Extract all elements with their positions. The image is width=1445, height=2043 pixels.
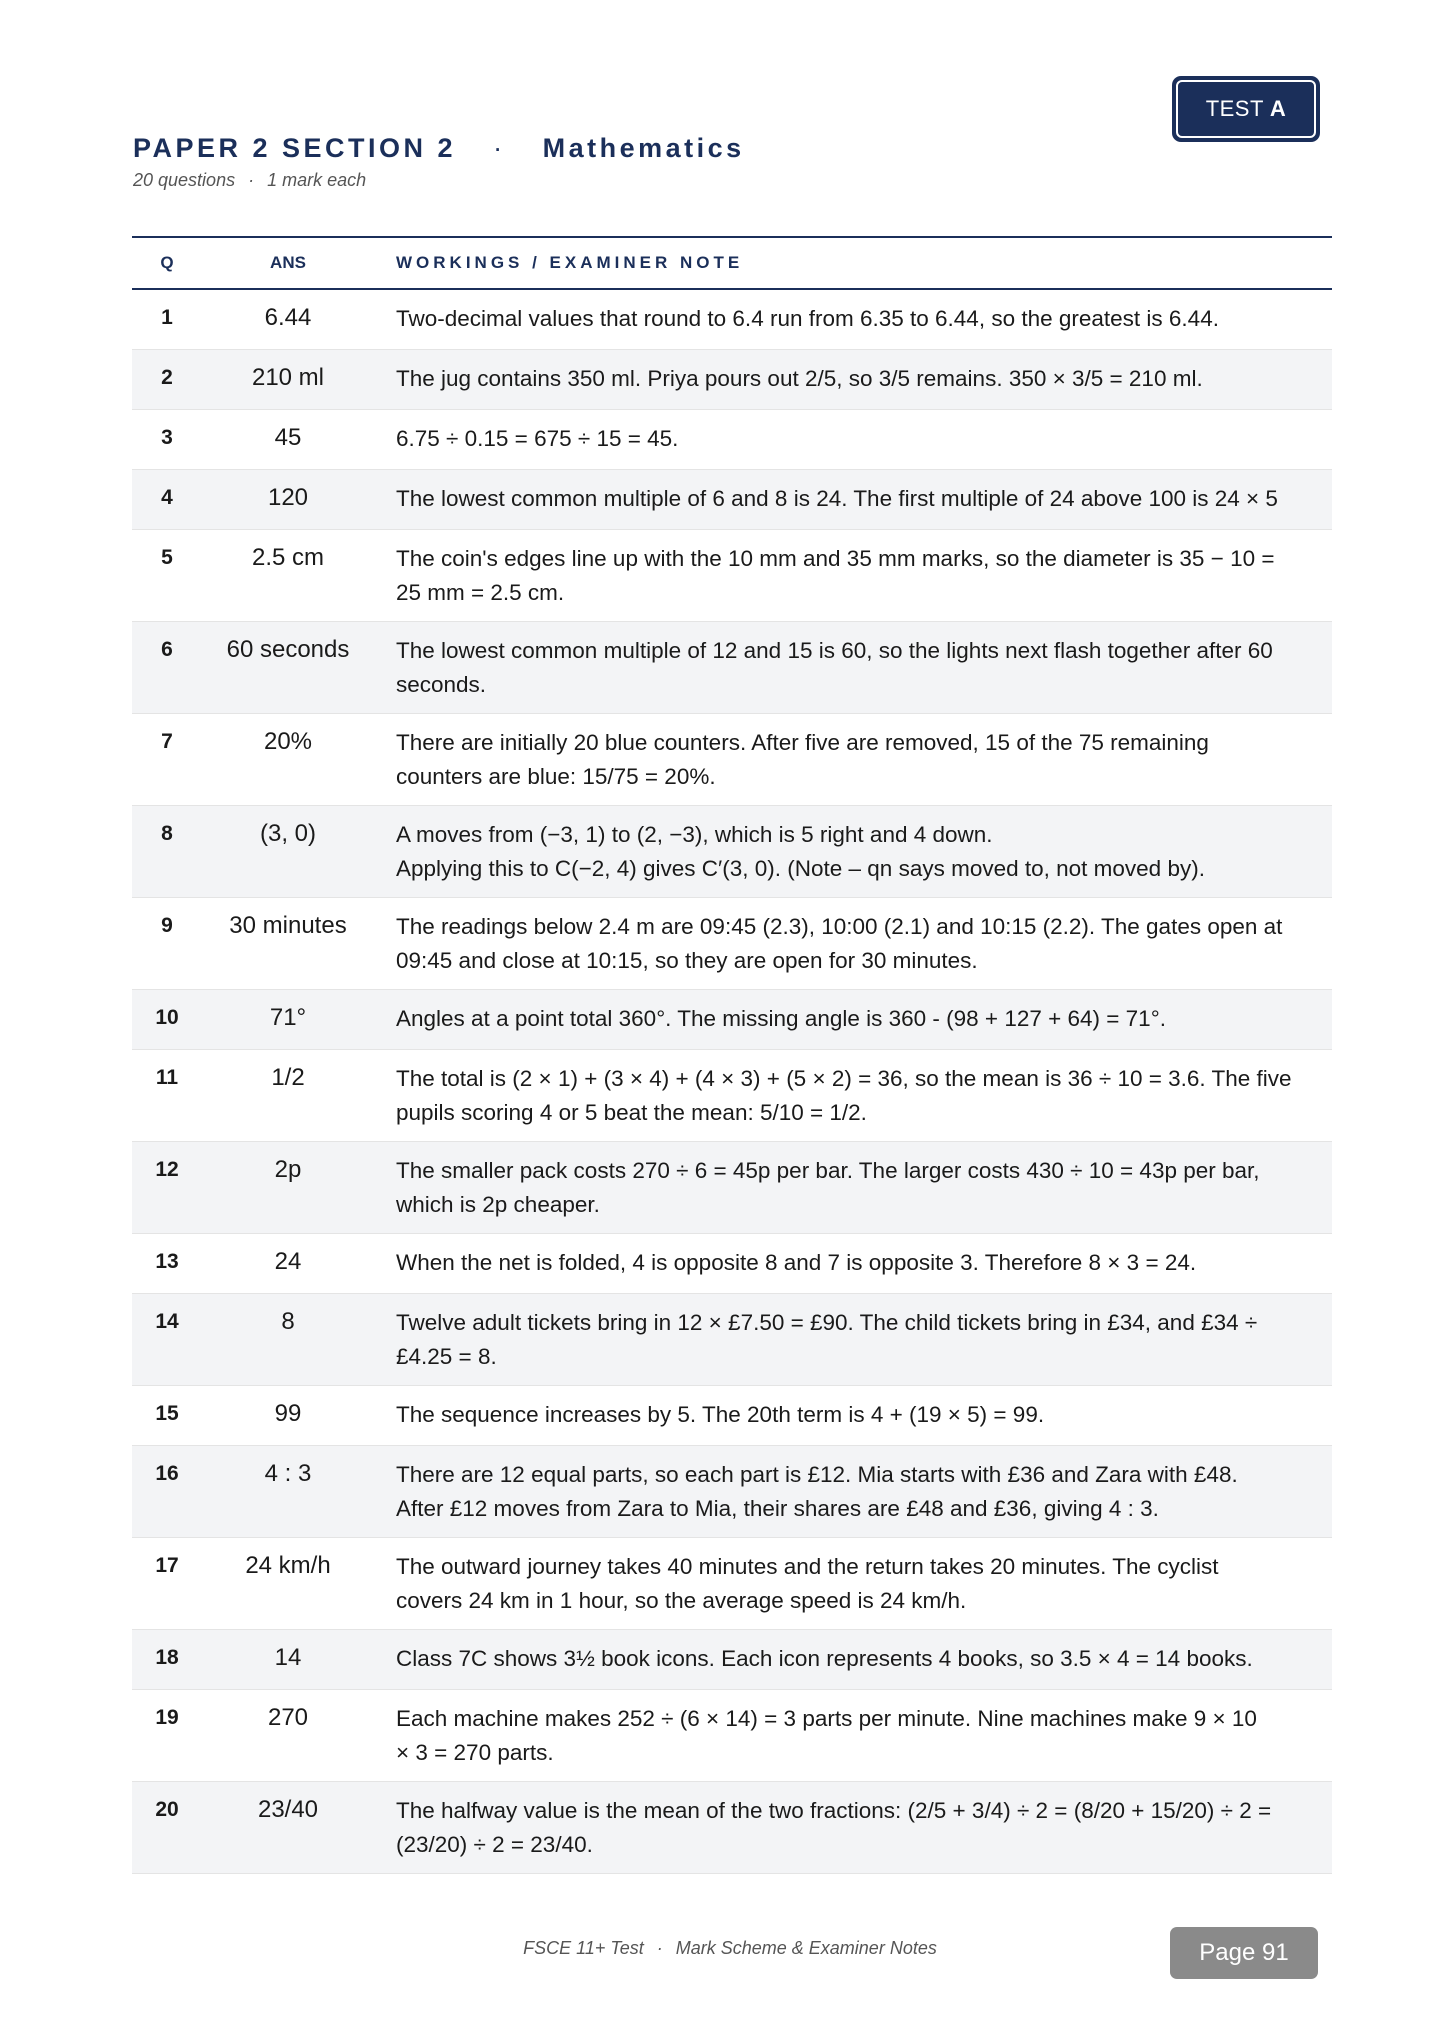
subtitle-separator: · [248,170,255,190]
question-number: 2 [161,366,173,389]
table-row [132,1142,1332,1234]
table-row [132,1446,1332,1538]
answer-cell: 270 [267,1704,309,1731]
table-row [132,1630,1332,1690]
answer-cell: 210 ml [251,364,325,391]
answer-cell: 6.44 [264,304,312,331]
question-number: 5 [161,546,173,569]
question-number: 9 [161,914,173,937]
mark-scheme-table [132,236,1332,1874]
table-row [132,290,1332,350]
table-row [132,1386,1332,1446]
table-body [132,290,1332,1874]
question-count: 20 questions [133,170,236,190]
section-title: PAPER 2 SECTION 2 [133,133,457,163]
question-number: 7 [161,730,173,753]
answer-cell: 30 minutes [229,912,347,939]
note-cell: Class 7C shows 3½ book icons. Each icon represents 4 books, so 3.5 × 4 = 14 books. [396,1646,1253,1671]
note-cell: The sequence increases by 5. The 20th term is 4 + (19 × 5) = 99. [396,1402,1045,1427]
column-header-note: WORKINGS / EXAMINER NOTE [396,253,744,272]
table-row [132,714,1332,806]
table-row [132,1294,1332,1386]
note-cell: The smaller pack costs 270 ÷ 6 = 45p per bar. The larger costs 430 ÷ 10 = 43p per bar, which is 2p cheaper. [396,1158,1260,1217]
table-row [132,622,1332,714]
answer-cell: 2p [274,1156,302,1183]
note-cell: There are 12 equal parts, so each part is £12. Mia starts with £36 and Zara with £48. After £12 moves from Zara to Mia, their shares are £48 and £36, giving 4 : 3. [396,1462,1238,1521]
note-cell: The jug contains 350 ml. Priya pours out 2/5, so 3/5 remains. 350 × 3/5 = 210 ml. [396,366,1203,391]
answer-cell: 24 km/h [245,1552,331,1579]
footer-separator: · [656,1938,663,1958]
answer-cell: 45 [274,424,302,451]
title-separator: · [493,133,506,163]
note-cell: Two-decimal values that round to 6.4 run from 6.35 to 6.44, so the greatest is 6.44. [396,306,1219,331]
question-number: 1 [161,306,173,329]
answer-cell: 2.5 cm [251,544,325,571]
table-row [132,898,1332,990]
question-number: 19 [155,1706,179,1729]
answer-cell: 24 [274,1248,302,1275]
table-row [132,1050,1332,1142]
table-row [132,1782,1332,1874]
question-number: 6 [161,638,173,661]
footer-title: FSCE 11+ Test [523,1938,644,1958]
table-row [132,1690,1332,1782]
note-cell: The total is (2 × 1) + (3 × 4) + (4 × 3) + (5 × 2) = 36, so the mean is 36 ÷ 10 = 3.6. The five pupils scoring 4 or 5 beat the mean: 5/10 = 1/2. [396,1066,1292,1125]
answer-cell: 60 seconds [226,636,350,663]
question-number: 18 [155,1646,179,1669]
test-badge-label [1176,80,1316,138]
test-badge-letter: A [1269,96,1287,121]
note-cell: The readings below 2.4 m are 09:45 (2.3), 10:00 (2.1) and 10:15 (2.2). The gates open at 09:45 and close at 10:15, so they are open for 30 minutes. [396,914,1283,973]
question-number: 8 [161,822,173,845]
table-row [132,470,1332,530]
page-subtitle [133,170,366,191]
column-header-q: Q [160,253,174,272]
note-cell: There are initially 20 blue counters. After five are removed, 15 of the 75 remaining counters are blue: 15/75 = 20%. [396,730,1209,789]
question-number: 15 [155,1402,179,1425]
table-row [132,1234,1332,1294]
question-number: 12 [155,1158,179,1181]
question-number: 3 [161,426,173,449]
answer-cell: 8 [281,1308,295,1335]
table-row [132,806,1332,898]
footer-caption [510,1938,950,1959]
note-cell: The lowest common multiple of 6 and 8 is 24. The first multiple of 24 above 100 is 24 × 5 [396,486,1278,511]
question-number: 20 [155,1798,179,1821]
question-number: 17 [155,1554,179,1577]
answer-cell: 71° [269,1004,307,1031]
answer-cell: 23/40 [257,1796,319,1823]
note-cell: Twelve adult tickets bring in 12 × £7.50 = £90. The child tickets bring in £34, and £34 ÷ £4.25 = 8. [396,1310,1258,1369]
test-badge-prefix: TEST [1205,96,1264,121]
answer-cell: (3, 0) [259,820,316,847]
table-row [132,350,1332,410]
note-cell: Angles at a point total 360°. The missing angle is 360 - (98 + 127 + 64) = 71°. [396,1006,1166,1031]
question-number: 11 [155,1066,179,1089]
table-row [132,530,1332,622]
question-number: 13 [155,1250,179,1273]
note-cell: The lowest common multiple of 12 and 15 is 60, so the lights next flash together after 60 seconds. [396,638,1273,697]
table-row [132,990,1332,1050]
table-header [132,238,1332,290]
page-number-badge: Page 91 [1170,1927,1318,1979]
answer-cell: 120 [267,484,309,511]
subject-title: Mathematics [542,133,745,163]
question-number: 4 [161,486,173,509]
note-cell: The coin's edges line up with the 10 mm and 35 mm marks, so the diameter is 35 − 10 = 25 mm = 2.5 cm. [396,546,1275,605]
table-row [132,1538,1332,1630]
note-cell: Each machine makes 252 ÷ (6 × 14) = 3 parts per minute. Nine machines make 9 × 10 × 3 = 270 parts. [396,1706,1257,1765]
footer-subtitle: Mark Scheme & Examiner Notes [675,1938,937,1958]
question-number: 16 [155,1462,179,1485]
note-cell: The halfway value is the mean of the two fractions: (2/5 + 3/4) ÷ 2 = (8/20 + 15/20) ÷ 2 = (23/20) ÷ 2 = 23/40. [396,1798,1272,1857]
column-header-answer: ANS [270,253,306,272]
answer-cell: 20% [263,728,313,755]
note-cell: 6.75 ÷ 0.15 = 675 ÷ 15 = 45. [396,426,679,451]
test-badge [1172,76,1320,142]
question-number: 14 [155,1310,179,1333]
note-cell: The outward journey takes 40 minutes and the return takes 20 minutes. The cyclist covers 24 km in 1 hour, so the average speed is 24 km/h. [396,1554,1219,1613]
note-cell: A moves from (−3, 1) to (2, −3), which is 5 right and 4 down. Applying this to C(−2, 4) gives C′(3, 0). (Note – qn says moved to, not moved by). [396,822,1205,881]
answer-cell: 1/2 [271,1064,305,1091]
answer-cell: 4 : 3 [264,1460,312,1487]
page-title [133,133,745,164]
table-row [132,410,1332,470]
note-cell: When the net is folded, 4 is opposite 8 and 7 is opposite 3. Therefore 8 × 3 = 24. [396,1250,1197,1275]
answer-cell: 14 [274,1644,302,1671]
answer-cell: 99 [274,1400,302,1427]
question-number: 10 [155,1006,179,1029]
mark-info: 1 mark each [267,170,367,190]
